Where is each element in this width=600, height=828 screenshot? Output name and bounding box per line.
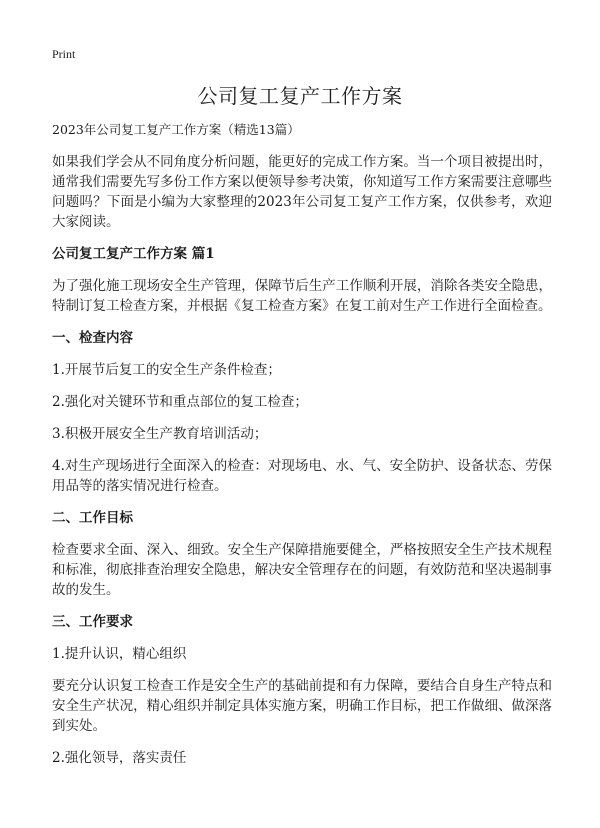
document-subtitle: 2023年公司复工复产工作方案（精选13篇） <box>52 122 300 137</box>
check-item: 2.强化对关键环节和重点部位的复工检查； <box>52 394 308 410</box>
goal-heading: 二、工作目标 <box>52 510 133 526</box>
check-item: 4.对生产现场进行全面深入的检查：对现场电、水、气、安全防护、设备状态、劳保用品等的落实情况进行检查。 <box>52 458 552 494</box>
requirement-item: 1.提升认识，精心组织 <box>52 646 187 662</box>
section-paragraph: 为了强化施工现场安全生产管理，保障节后生产工作顺利开展，消除各类安全隐患，特制订复工检查方案，并根据《复工检查方案》在复工前对生产工作进行全面检查。 <box>52 278 552 314</box>
requirement-paragraph: 要充分认识复工检查工作是安全生产的基础前提和有力保障，要结合自身生产特点和安全生产状况，精心组织并制定具体实施方案，明确工作目标，把工作做细、做深落到实处。 <box>52 678 552 734</box>
intro-paragraph: 如果我们学会从不同角度分析问题，能更好的完成工作方案。当一个项目被提出时，通常我们需要先写多份工作方案以便领导参考决策，你知道写工作方案需要注意哪些问题吗？下面是小编为大家整理的2023年公司复工复产工作方案，仅供参考，欢迎大家阅读。 <box>52 154 552 230</box>
check-heading: 一、检查内容 <box>52 330 133 346</box>
goal-paragraph: 检查要求全面、深入、细致。安全生产保障措施要健全，严格按照安全生产技术规程和标准，彻底排查治理安全隐患，解决安全管理存在的问题，有效防范和坚决遏制事故的发生。 <box>52 542 552 598</box>
document-body <box>52 120 552 780</box>
document-title: 公司复工复产工作方案 <box>197 84 403 108</box>
requirements-heading: 三、工作要求 <box>52 614 133 630</box>
check-item: 3.积极开展安全生产教育培训活动； <box>52 426 268 442</box>
check-item: 1.开展节后复工的安全生产条件检查； <box>52 362 281 378</box>
requirement-item: 2.强化领导，落实责任 <box>52 750 187 766</box>
section-heading: 公司复工复产工作方案 篇1 <box>52 246 215 262</box>
print-link[interactable]: Print <box>52 47 76 61</box>
